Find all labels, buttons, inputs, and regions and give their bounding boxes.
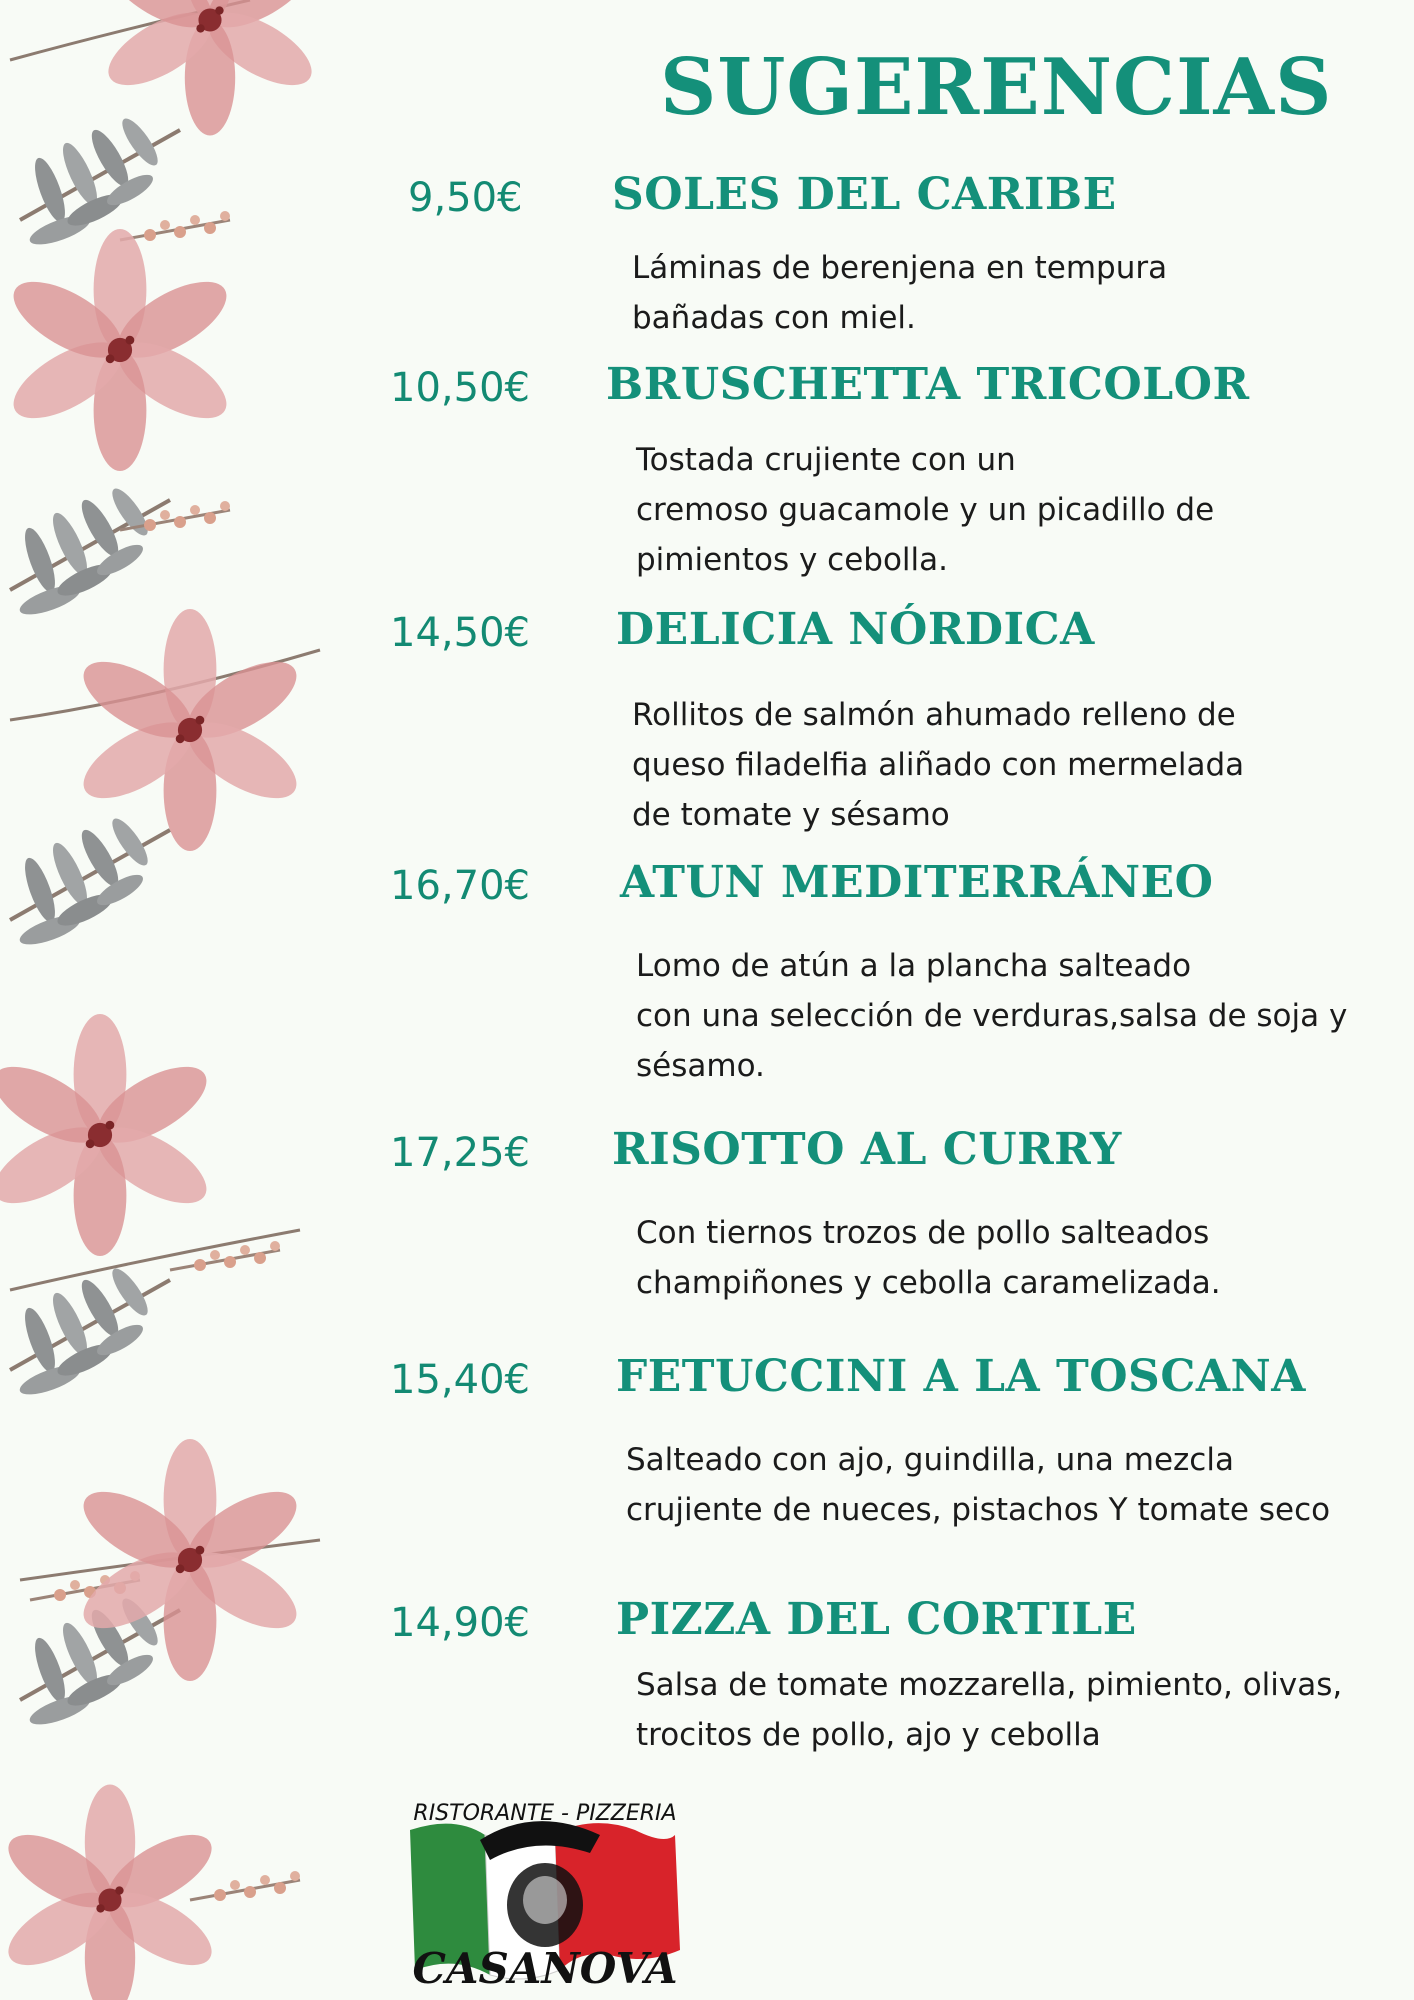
- item-description: Rollitos de salmón ahumado relleno de queso filadelfia aliñado con mermelada de tomate y sésamo: [632, 697, 1245, 833]
- menu-item: [390, 169, 1390, 336]
- item-name: PIZZA DEL CORTILE: [616, 1594, 1137, 1645]
- item-description: Tostada crujiente con un cremoso guacamole y un picadillo de pimientos y cebolla.: [636, 442, 1215, 578]
- menu-item: [390, 857, 1390, 1084]
- item-description: Lomo de atún a la plancha salteado con una selección de verduras,salsa de soja y sésamo.: [636, 948, 1348, 1084]
- menu-item: [390, 1351, 1390, 1528]
- item-price: 10,50€: [390, 365, 530, 411]
- menu-item: [390, 1124, 1390, 1301]
- item-name: ATUN MEDITERRÁNEO: [620, 857, 1214, 908]
- menu-item: [390, 359, 1390, 578]
- menu-item: [390, 1594, 1390, 1753]
- item-name: FETUCCINI A LA TOSCANA: [616, 1351, 1306, 1402]
- item-description: Salsa de tomate mozzarella, pimiento, olivas, trocitos de pollo, ajo y cebolla: [636, 1667, 1343, 1753]
- item-name: DELICIA NÓRDICA: [616, 604, 1095, 655]
- item-price: 17,25€: [390, 1130, 530, 1176]
- item-price: 14,50€: [390, 610, 530, 656]
- page-title: SUGERENCIAS: [660, 42, 1333, 133]
- item-price: 15,40€: [390, 1357, 530, 1403]
- item-price: 14,90€: [390, 1600, 530, 1646]
- menu-item: [390, 604, 1390, 833]
- item-description: Salteado con ajo, guindilla, una mezcla crujiente de nueces, pistachos Y tomate seco: [626, 1442, 1331, 1528]
- item-description: Láminas de berenjena en tempura bañadas con miel.: [632, 250, 1168, 336]
- restaurant-logo: [395, 1775, 695, 1990]
- floral-border-decoration: [0, 0, 330, 2000]
- item-description: Con tiernos trozos de pollo salteados champiñones y cebolla caramelizada.: [636, 1215, 1221, 1301]
- logo-bottom-text: CASANOVA: [412, 1944, 678, 1990]
- logo-top-text: RISTORANTE - PIZZERIA: [413, 1801, 677, 1826]
- item-name: RISOTTO AL CURRY: [612, 1124, 1122, 1175]
- item-name: BRUSCHETTA TRICOLOR: [606, 359, 1250, 410]
- item-price: 9,50€: [408, 175, 523, 221]
- item-price: 16,70€: [390, 863, 530, 909]
- item-name: SOLES DEL CARIBE: [612, 169, 1117, 220]
